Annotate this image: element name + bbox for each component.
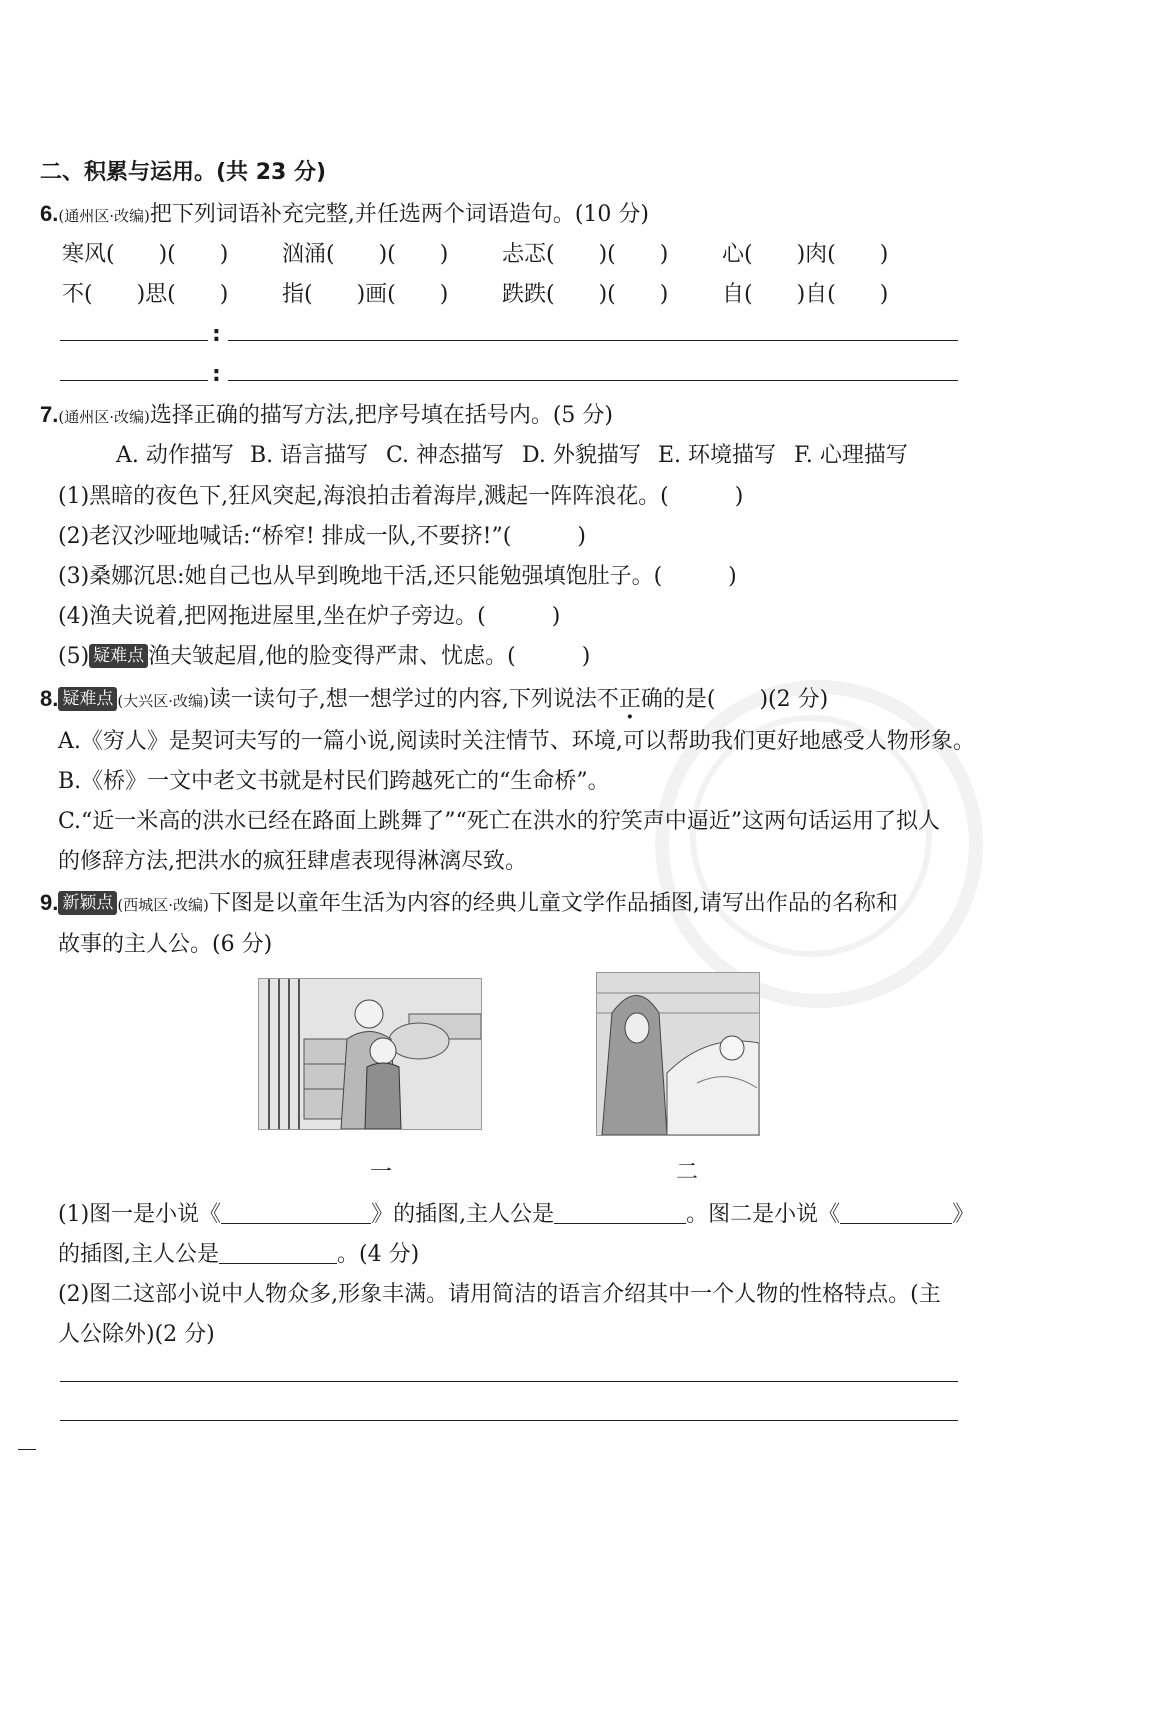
question-text: 下图是以童年生活为内容的经典儿童文学作品插图,请写出作品的名称和 [208, 891, 898, 916]
q9-part2-line1: (2)图二这部小说中人物众多,形象丰满。请用简洁的语言介绍其中一个人物的性格特点。(主 [58, 1282, 941, 1307]
q9-part1-line2 [58, 1237, 419, 1268]
question-text-end: 的是( )(2 分) [662, 687, 829, 712]
word-fill-2: 汹涌( )( ) [282, 242, 449, 267]
question-number: 6. [40, 201, 59, 226]
item-prefix: (5) [58, 644, 90, 669]
page-edge-mark [18, 1449, 36, 1450]
colon: : [212, 322, 221, 347]
question-source: (大兴区·改编) [117, 692, 209, 710]
text: 》的插图,主人公是 [371, 1202, 555, 1227]
question-text: 读一读句子,想一想学过的内容,下列说法 [208, 687, 597, 712]
answer-blank-title-1[interactable] [221, 1201, 371, 1224]
question-source: (西城区·改编) [117, 896, 209, 914]
section-title: 二、积累与运用。(共 23 分) [40, 160, 327, 185]
question-9-stem-line2: 故事的主人公。(6 分) [58, 932, 273, 957]
word-fill-8: 自( )自( ) [722, 282, 889, 307]
answer-line-sentence-2[interactable] [228, 380, 958, 381]
option-b: B. 语言描写 [250, 443, 369, 468]
illustration-one [258, 978, 482, 1130]
caption-one: 一 [370, 1160, 393, 1185]
word-fill-3: 忐忑( )( ) [502, 242, 669, 267]
question-text: 选择正确的描写方法,把序号填在括号内。(5 分) [149, 403, 613, 428]
answer-blank-protagonist-2[interactable] [219, 1241, 337, 1264]
question-source: (通州区·改编) [58, 207, 150, 225]
word-fill-7: 跌跌( )( ) [502, 282, 669, 307]
answer-blank-title-2[interactable] [840, 1201, 952, 1224]
q9-part2-line2: 人公除外)(2 分) [58, 1322, 215, 1347]
novelty-tag: 新颖点 [58, 891, 117, 915]
q7-item-5 [58, 639, 590, 670]
q7-item-4: (4)渔夫说着,把网拖进屋里,坐在炉子旁边。( ) [58, 604, 561, 629]
q9-part1-line1 [58, 1197, 974, 1228]
q8-option-a: A.《穷人》是契诃夫写的一篇小说,阅读时关注情节、环境,可以帮助我们更好地感受人物形象。 [58, 729, 975, 754]
question-6-stem [40, 197, 649, 228]
question-number: 9. [40, 890, 59, 915]
q7-item-3: (3)桑娜沉思:她自己也从早到晚地干活,还只能勉强填饱肚子。( ) [58, 564, 737, 589]
item-text: 渔夫皱起眉,他的脸变得严肃、忧虑。( ) [148, 644, 591, 669]
q8-option-b: B.《桥》一文中老文书就是村民们跨越死亡的“生命桥”。 [58, 769, 610, 794]
difficulty-tag: 疑难点 [58, 687, 117, 711]
answer-line-1[interactable] [60, 1381, 958, 1382]
question-8-stem [40, 682, 828, 713]
option-d: D. 外貌描写 [522, 443, 641, 468]
emphasis-text: 不正确 [596, 687, 663, 712]
q7-item-2: (2)老汉沙哑地喊话:“桥窄! 排成一队,不要挤!”( ) [58, 524, 586, 549]
word-fill-5: 不( )思( ) [62, 282, 229, 307]
option-e: E. 环境描写 [658, 443, 777, 468]
answer-line-2[interactable] [60, 1420, 958, 1421]
q7-item-1: (1)黑暗的夜色下,狂风突起,海浪拍击着海岸,溅起一阵阵浪花。( ) [58, 484, 744, 509]
question-text: 把下列词语补充完整,并任选两个词语造句。(10 分) [149, 202, 649, 227]
text: 。(4 分) [337, 1242, 420, 1267]
word-fill-6: 指( )画( ) [282, 282, 449, 307]
option-f: F. 心理描写 [794, 443, 908, 468]
caption-two: 二 [676, 1160, 699, 1185]
text: 》 [952, 1202, 975, 1227]
question-source: (通州区·改编) [58, 408, 150, 426]
word-fill-4: 心( )肉( ) [722, 242, 889, 267]
colon: : [212, 362, 221, 387]
option-c: C. 神态描写 [386, 443, 505, 468]
text: (1)图一是小说《 [58, 1202, 222, 1227]
illustration-two [596, 972, 760, 1136]
q8-option-c-line2: 的修辞方法,把洪水的疯狂肆虐表现得淋漓尽致。 [58, 849, 527, 874]
option-a: A. 动作描写 [116, 443, 234, 468]
word-fill-1: 寒风( )( ) [62, 242, 229, 267]
text: 。图二是小说《 [686, 1202, 841, 1227]
q8-option-c-line1: C.“近一米高的洪水已经在路面上跳舞了”“死亡在洪水的狞笑声中逼近”这两句话运用了拟人 [58, 809, 941, 834]
text: 的插图,主人公是 [58, 1242, 219, 1267]
question-number: 7. [40, 402, 59, 427]
answer-line-word-2[interactable] [60, 380, 208, 381]
question-number: 8. [40, 686, 59, 711]
question-7-stem [40, 398, 613, 429]
answer-line-sentence-1[interactable] [228, 340, 958, 341]
answer-blank-protagonist-1[interactable] [554, 1201, 686, 1224]
answer-line-word-1[interactable] [60, 340, 208, 341]
question-9-stem [40, 886, 898, 917]
difficulty-tag: 疑难点 [89, 644, 148, 668]
